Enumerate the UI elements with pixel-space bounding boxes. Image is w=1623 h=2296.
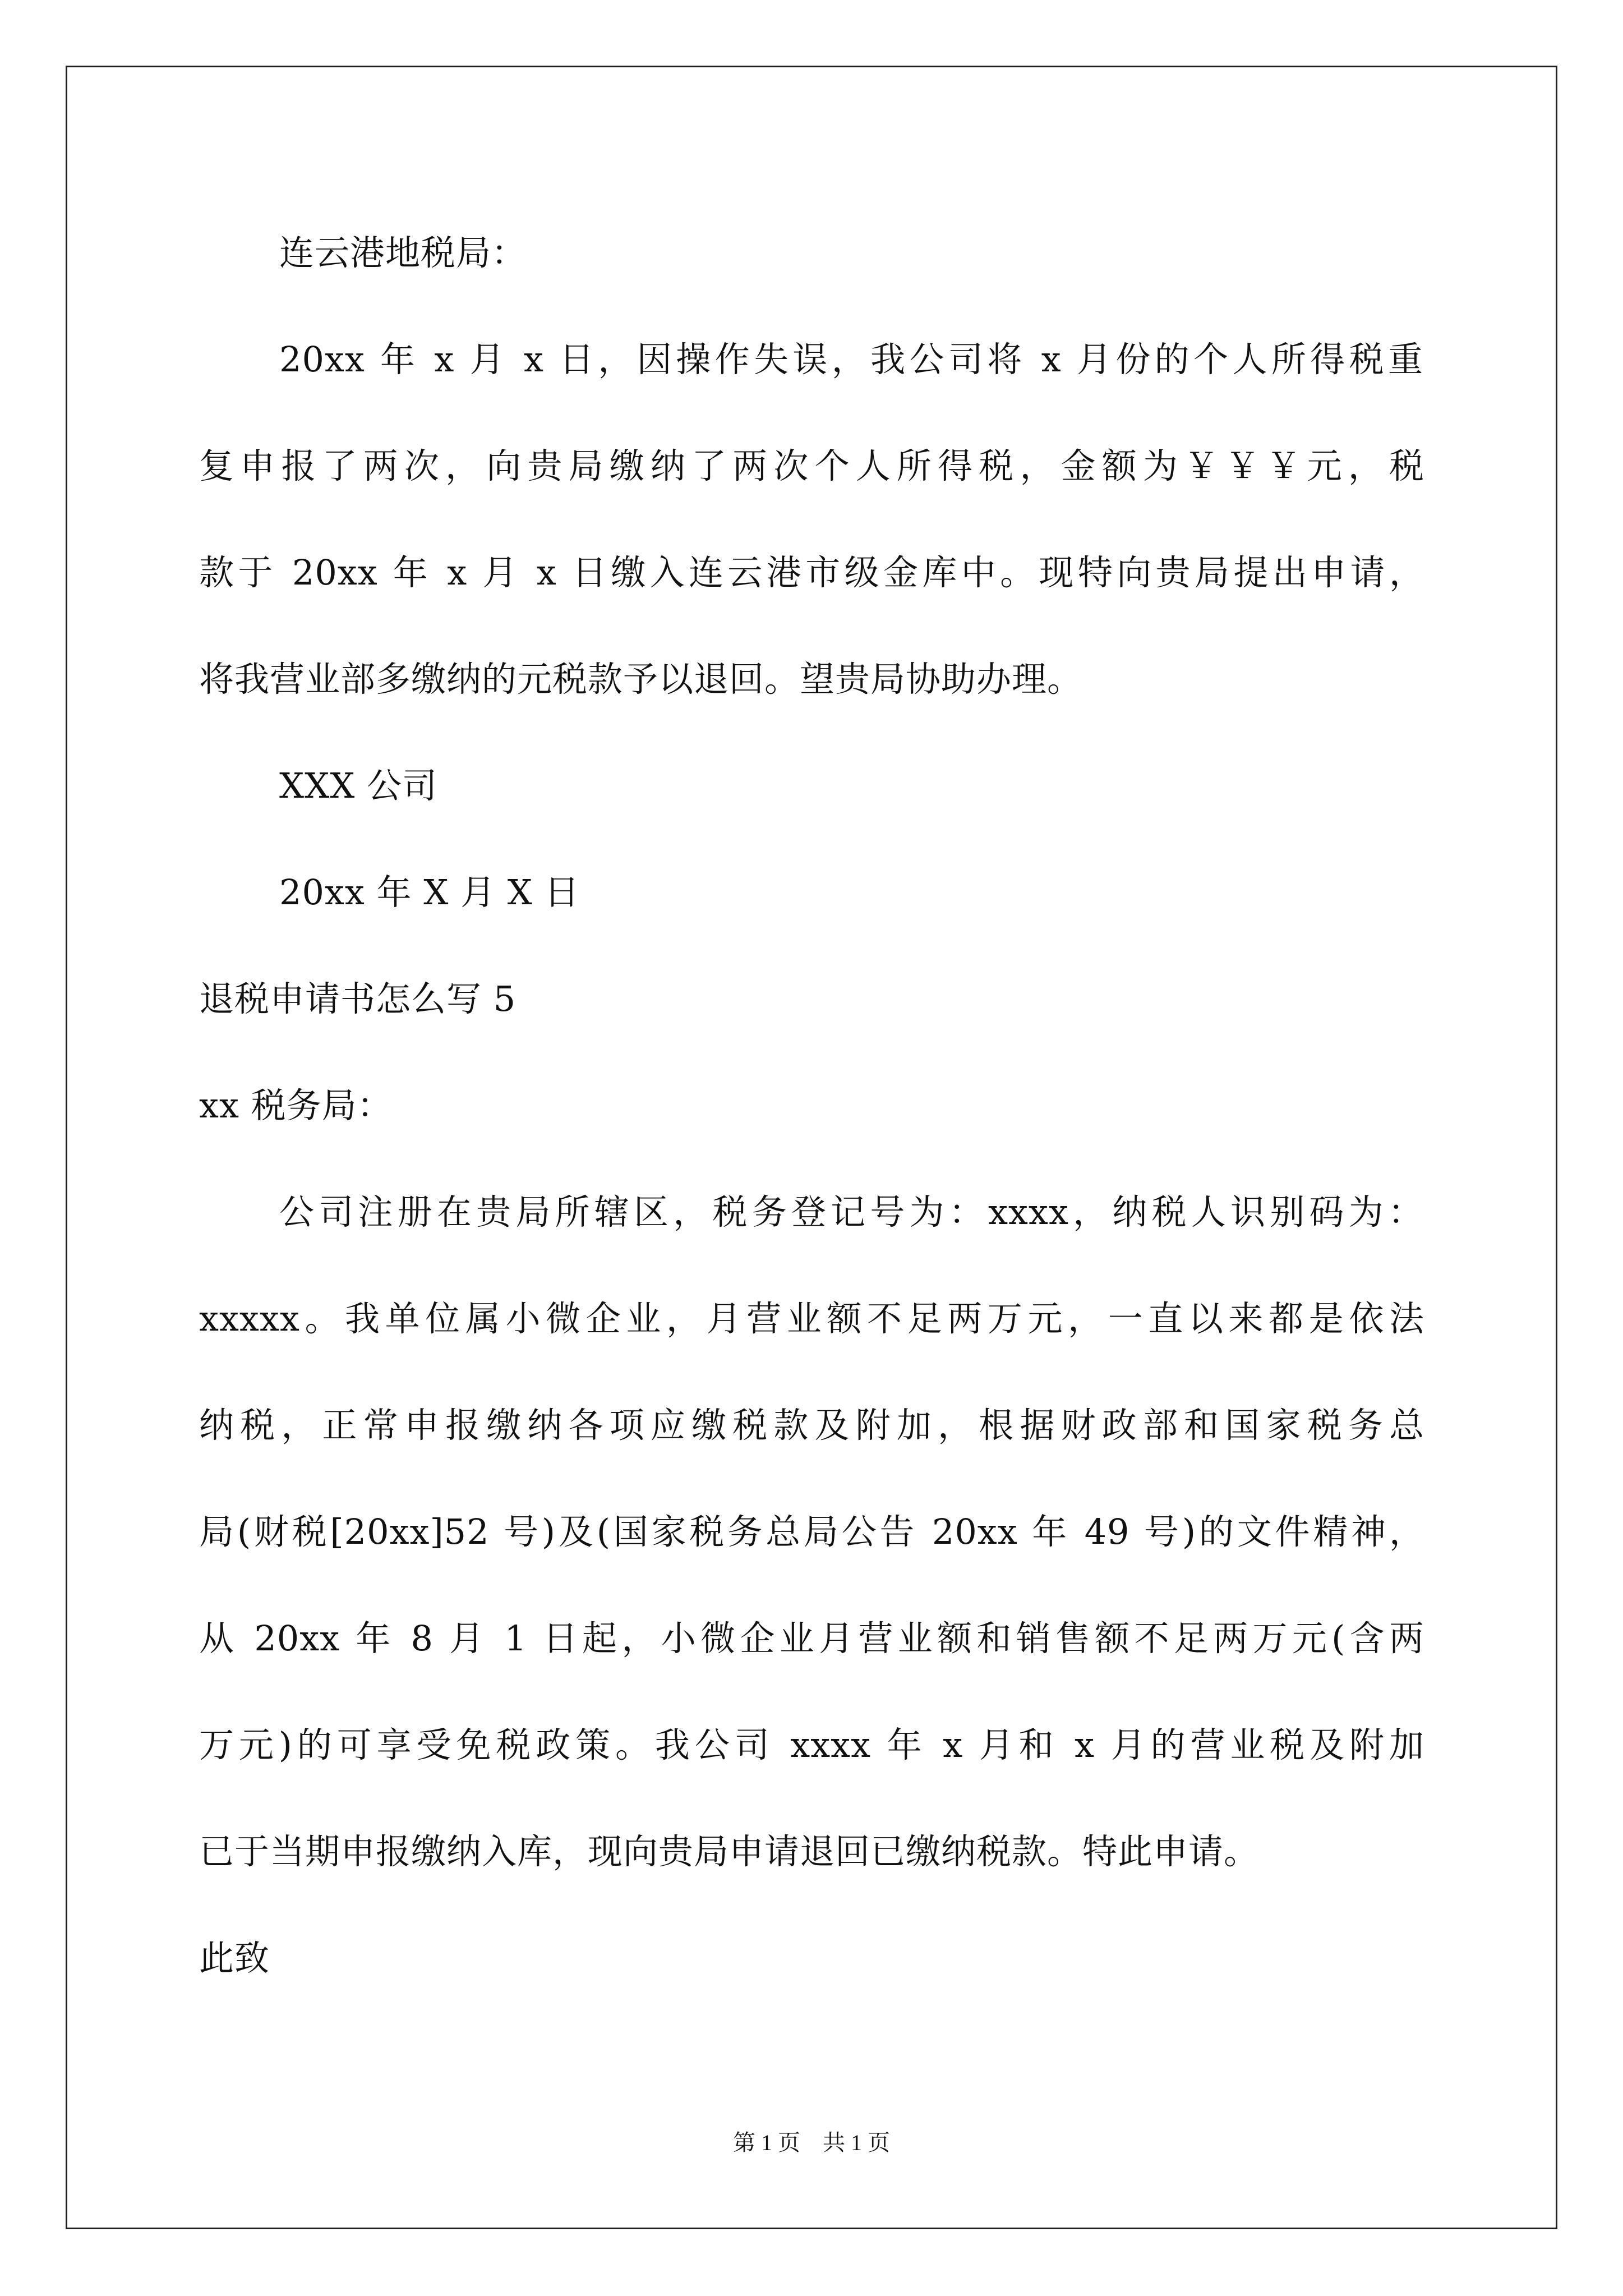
section-title: 退税申请书怎么写 5 [199,978,517,1019]
salutation-2: xx 税务局： [199,1085,393,1126]
paragraph-2-line-6: 万元)的可享受免税政策。我公司 xxxx 年 x 月和 x 月的营业税及附加 [199,1724,1424,1765]
paragraph-2-line-1: 公司注册在贵局所辖区，税务登记号为：xxxx，纳税人识别码为： [279,1191,1423,1232]
paragraph-1-line-2: 复申报了两次，向贵局缴纳了两次个人所得税，金额为￥￥￥元，税 [199,445,1424,486]
paragraph-2-line-7: 已于当期申报缴纳入库，现向贵局申请退回已缴纳税款。特此申请。 [199,1831,1260,1872]
paragraph-1-line-4: 将我营业部多缴纳的元税款予以退回。望贵局协助办理。 [199,659,1083,700]
signature-company: XXX 公司 [279,765,438,806]
page-border [66,66,1557,2229]
paragraph-2-line-3: 纳税，正常申报缴纳各项应缴税款及附加，根据财政部和国家税务总 [199,1405,1424,1446]
paragraph-1-line-3: 款于 20xx 年 x 月 x 日缴入连云港市级金库中。现特向贵局提出申请， [199,552,1424,593]
closing: 此致 [199,1938,270,1978]
paragraph-2-line-2: xxxxx。我单位属小微企业，月营业额不足两万元，一直以来都是依法 [199,1298,1424,1339]
paragraph-2-line-4: 局(财税[20xx]52 号)及(国家税务总局公告 20xx 年 49 号)的文件精神， [199,1511,1424,1552]
paragraph-1-line-1: 20xx 年 x 月 x 日，因操作失误，我公司将 x 月份的个人所得税重 [279,339,1423,380]
signature-date: 20xx 年 X 月 X 日 [279,872,580,913]
page-footer: 第 1 页 共 1 页 [733,2130,890,2155]
paragraph-2-line-5: 从 20xx 年 8 月 1 日起，小微企业月营业额和销售额不足两万元(含两 [199,1618,1424,1659]
salutation-1: 连云港地税局： [279,232,527,273]
